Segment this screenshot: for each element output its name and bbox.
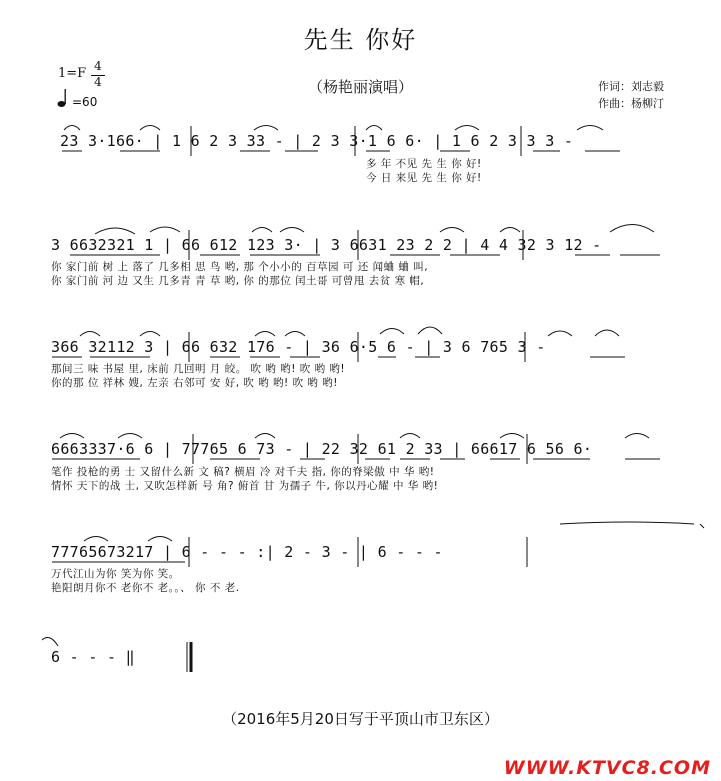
footer-note: （2016年5月20日写于平顶山市卫东区） — [222, 710, 499, 728]
lyrics-4a: 笔作 投枪的勇 士 又留什么新 文 稿? 横眉 冷 对千夫 指, 你的脊梁傲 中 华 哟! — [51, 466, 435, 478]
lyrics-1b: 今 日 来见 先 生 你 好! — [366, 172, 482, 184]
time-signature-top: 4 — [94, 59, 102, 73]
lyrics-1a: 多 年 不见 先 生 你 好! — [366, 158, 482, 170]
lyrics-4b: 情怀 天下的战 士, 又吹怎样新 号 角? 俯首 甘 为孺子 牛, 你以丹心耀 中 华 哟! — [51, 480, 439, 492]
lyrics-2b: 你 家门前 河 边 又生 几多青 青 草 哟, 你 的那位 闰土哥 可曾甩 去贫 寒 帽, — [51, 275, 425, 287]
lyrics-3b: 你的那 位 祥林 嫂, 左亲 右邻可 安 好, 吹 哟 哟! 吹 哟 哟! — [51, 377, 338, 389]
lyrics-2a: 你 家门前 树 上 落了 几多相 思 鸟 哟, 那 个小小的 百草园 可 还 闻蛐 蛐 叫, — [51, 261, 429, 273]
composer-credit: 作曲：杨柳汀 — [598, 97, 664, 110]
lyrics-5a: 万代江山为你 笑为你 笑。 — [51, 568, 180, 580]
notation-line-2: 3 6632321 1 | 66 612 123 3· | 3 6631 23 2 2 | 4 4 32 3 12 - — [51, 236, 602, 254]
notation-line-3: 366 32112 3 | 66 632 176 - | 36 6·5 6 - | 3 6 765 3 - — [51, 338, 546, 356]
key-signature: 1=F — [58, 66, 87, 81]
lyricist-credit: 作词：刘志毅 — [598, 80, 664, 93]
notation-line-4: 6663337·6 6 | 77765 6 73 - | 22 32 61 2 33 | 66617 6 56 6· — [51, 440, 593, 458]
time-signature-bottom: 4 — [91, 75, 105, 89]
song-title: 先生 你好 — [303, 26, 418, 54]
notation-line-6: 6 - - - ‖ — [51, 648, 135, 666]
singer-subtitle: （杨艳丽演唱） — [307, 78, 413, 96]
notation-line-5: 77765673217 | 6 - - - :| 2 - 3 - | 6 - - - — [51, 543, 443, 561]
lyrics-3a: 那间三 味 书屋 里, 床前 几回明 月 皎。 吹 哟 哟! 吹 哟 哟! — [51, 363, 346, 375]
watermark: WWW.KTVC8.COM — [503, 757, 711, 779]
notation-line-1: 23 3·166· | 1 6 2 3 33 - | 2 3 3·1 6 6· | 1 6 2 3 3 3 - — [60, 132, 574, 150]
tempo-marking: =60 — [72, 95, 98, 109]
lyrics-5b: 艳阳朗月你不 老你不 老。。、 你 不 老. — [51, 582, 240, 594]
